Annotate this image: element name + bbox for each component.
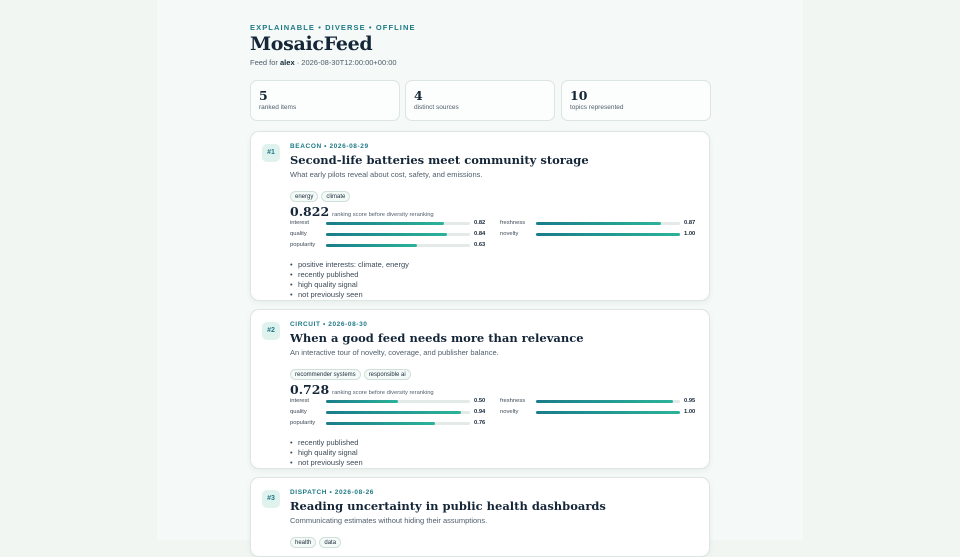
stat-value: 4 [414,88,423,103]
metric-track [326,422,470,425]
reason-item: • not previously seen [290,458,700,468]
eyebrow: EXPLAINABLE • DIVERSE • OFFLINE [250,23,416,32]
metric-label: interest [290,398,310,404]
reason-list [290,260,700,300]
reason-item: • not previously seen [290,290,700,300]
topic-tag[interactable]: climate [321,191,350,202]
metric-label: quality [290,231,307,237]
card-meta: BEACON • 2026-08-29 [290,143,369,150]
topic-tag[interactable]: responsible ai [364,369,411,380]
metric-interest [290,397,485,406]
card-meta: CIRCUIT • 2026-08-30 [290,321,368,328]
metric-novelty [500,230,695,239]
topic-tag[interactable]: energy [290,191,318,202]
metric-fill [536,233,680,236]
stat-value: 10 [570,88,588,103]
metric-fill [536,400,673,403]
stat-label: distinct sources [414,104,459,111]
metric-fill [536,411,680,414]
stat-label: topics represented [570,104,624,111]
metric-label: novelty [500,231,519,237]
metric-popularity [290,419,485,428]
metric-track [326,233,470,236]
metric-track [536,411,680,414]
feed-card[interactable] [250,309,710,469]
feed-timestamp: · 2026-08-30T12:00:00+00:00 [294,58,397,67]
stat-ranked-items [250,80,400,121]
reason-item: • recently published [290,438,700,448]
card-title[interactable]: Second-life batteries meet community storage [290,153,589,167]
score-row [290,381,700,397]
user-name: alex [280,58,295,67]
metric-fill [326,244,417,247]
metric-fill [326,411,461,414]
tag-list [290,363,700,378]
feed-card[interactable] [250,477,710,557]
reason-item: • high quality signal [290,448,700,458]
metric-track [536,233,680,236]
metric-fill [536,222,661,225]
stat-label: ranked items [259,104,297,111]
metric-fill [326,400,398,403]
metric-value: 0.95 [684,398,696,404]
card-title[interactable]: Reading uncertainty in public health dashboards [290,499,606,513]
metric-quality [290,408,485,417]
stat-value: 5 [259,88,268,103]
metric-value: 0.82 [474,220,486,226]
tag-list [290,531,700,546]
rank-badge: #3 [262,490,280,508]
metric-track [536,222,680,225]
metric-value: 1.00 [684,231,696,237]
metric-label: freshness [500,220,526,226]
metric-freshness [500,219,695,228]
metric-track [326,222,470,225]
reason-item: • high quality signal [290,280,700,290]
rank-badge: #1 [262,144,280,162]
tag-list [290,185,700,200]
metric-popularity [290,241,485,250]
ranking-score-label: ranking score before diversity reranking [332,212,434,218]
metric-value: 1.00 [684,409,696,415]
page-title: MosaicFeed [250,33,373,55]
metric-track [536,400,680,403]
metric-grid [290,219,700,253]
feed-subtitle [250,58,397,67]
ranking-score: 0.822 [290,204,330,219]
stat-distinct-sources [405,80,555,121]
card-title[interactable]: When a good feed needs more than relevance [290,331,584,345]
topic-tag[interactable]: data [319,537,341,548]
ranking-score: 0.728 [290,382,330,397]
score-row [290,203,700,219]
metric-track [326,400,470,403]
metric-label: freshness [500,398,526,404]
feed-card[interactable] [250,131,710,301]
topic-tag[interactable]: health [290,537,316,548]
metric-grid [290,397,700,431]
metric-novelty [500,408,695,417]
metric-value: 0.94 [474,409,486,415]
reason-item: • positive interests: climate, energy [290,260,700,270]
ranking-score-label: ranking score before diversity reranking [332,390,434,396]
card-description: Communicating estimates without hiding their assumptions. [290,516,488,525]
metric-fill [326,422,435,425]
reason-list [290,438,700,468]
metric-freshness [500,397,695,406]
metric-label: interest [290,220,310,226]
metric-fill [326,233,447,236]
metric-track [326,244,470,247]
rank-badge: #2 [262,322,280,340]
metric-label: popularity [290,242,316,248]
feed-for-label: Feed for [250,58,281,67]
metric-label: popularity [290,420,316,426]
metric-label: quality [290,409,307,415]
metric-value: 0.50 [474,398,486,404]
metric-value: 0.84 [474,231,486,237]
metric-quality [290,230,485,239]
reason-item: • recently published [290,270,700,280]
metric-value: 0.87 [684,220,696,226]
metric-value: 0.63 [474,242,486,248]
card-description: What early pilots reveal about cost, safety, and emissions. [290,170,483,179]
stat-topics-represented [561,80,711,121]
metric-label: novelty [500,409,519,415]
metric-value: 0.76 [474,420,486,426]
metric-fill [326,222,444,225]
topic-tag[interactable]: recommender systems [290,369,361,380]
card-description: An interactive tour of novelty, coverage, and publisher balance. [290,348,499,357]
metric-track [326,411,470,414]
card-meta: DISPATCH • 2026-08-26 [290,489,374,496]
metric-interest [290,219,485,228]
